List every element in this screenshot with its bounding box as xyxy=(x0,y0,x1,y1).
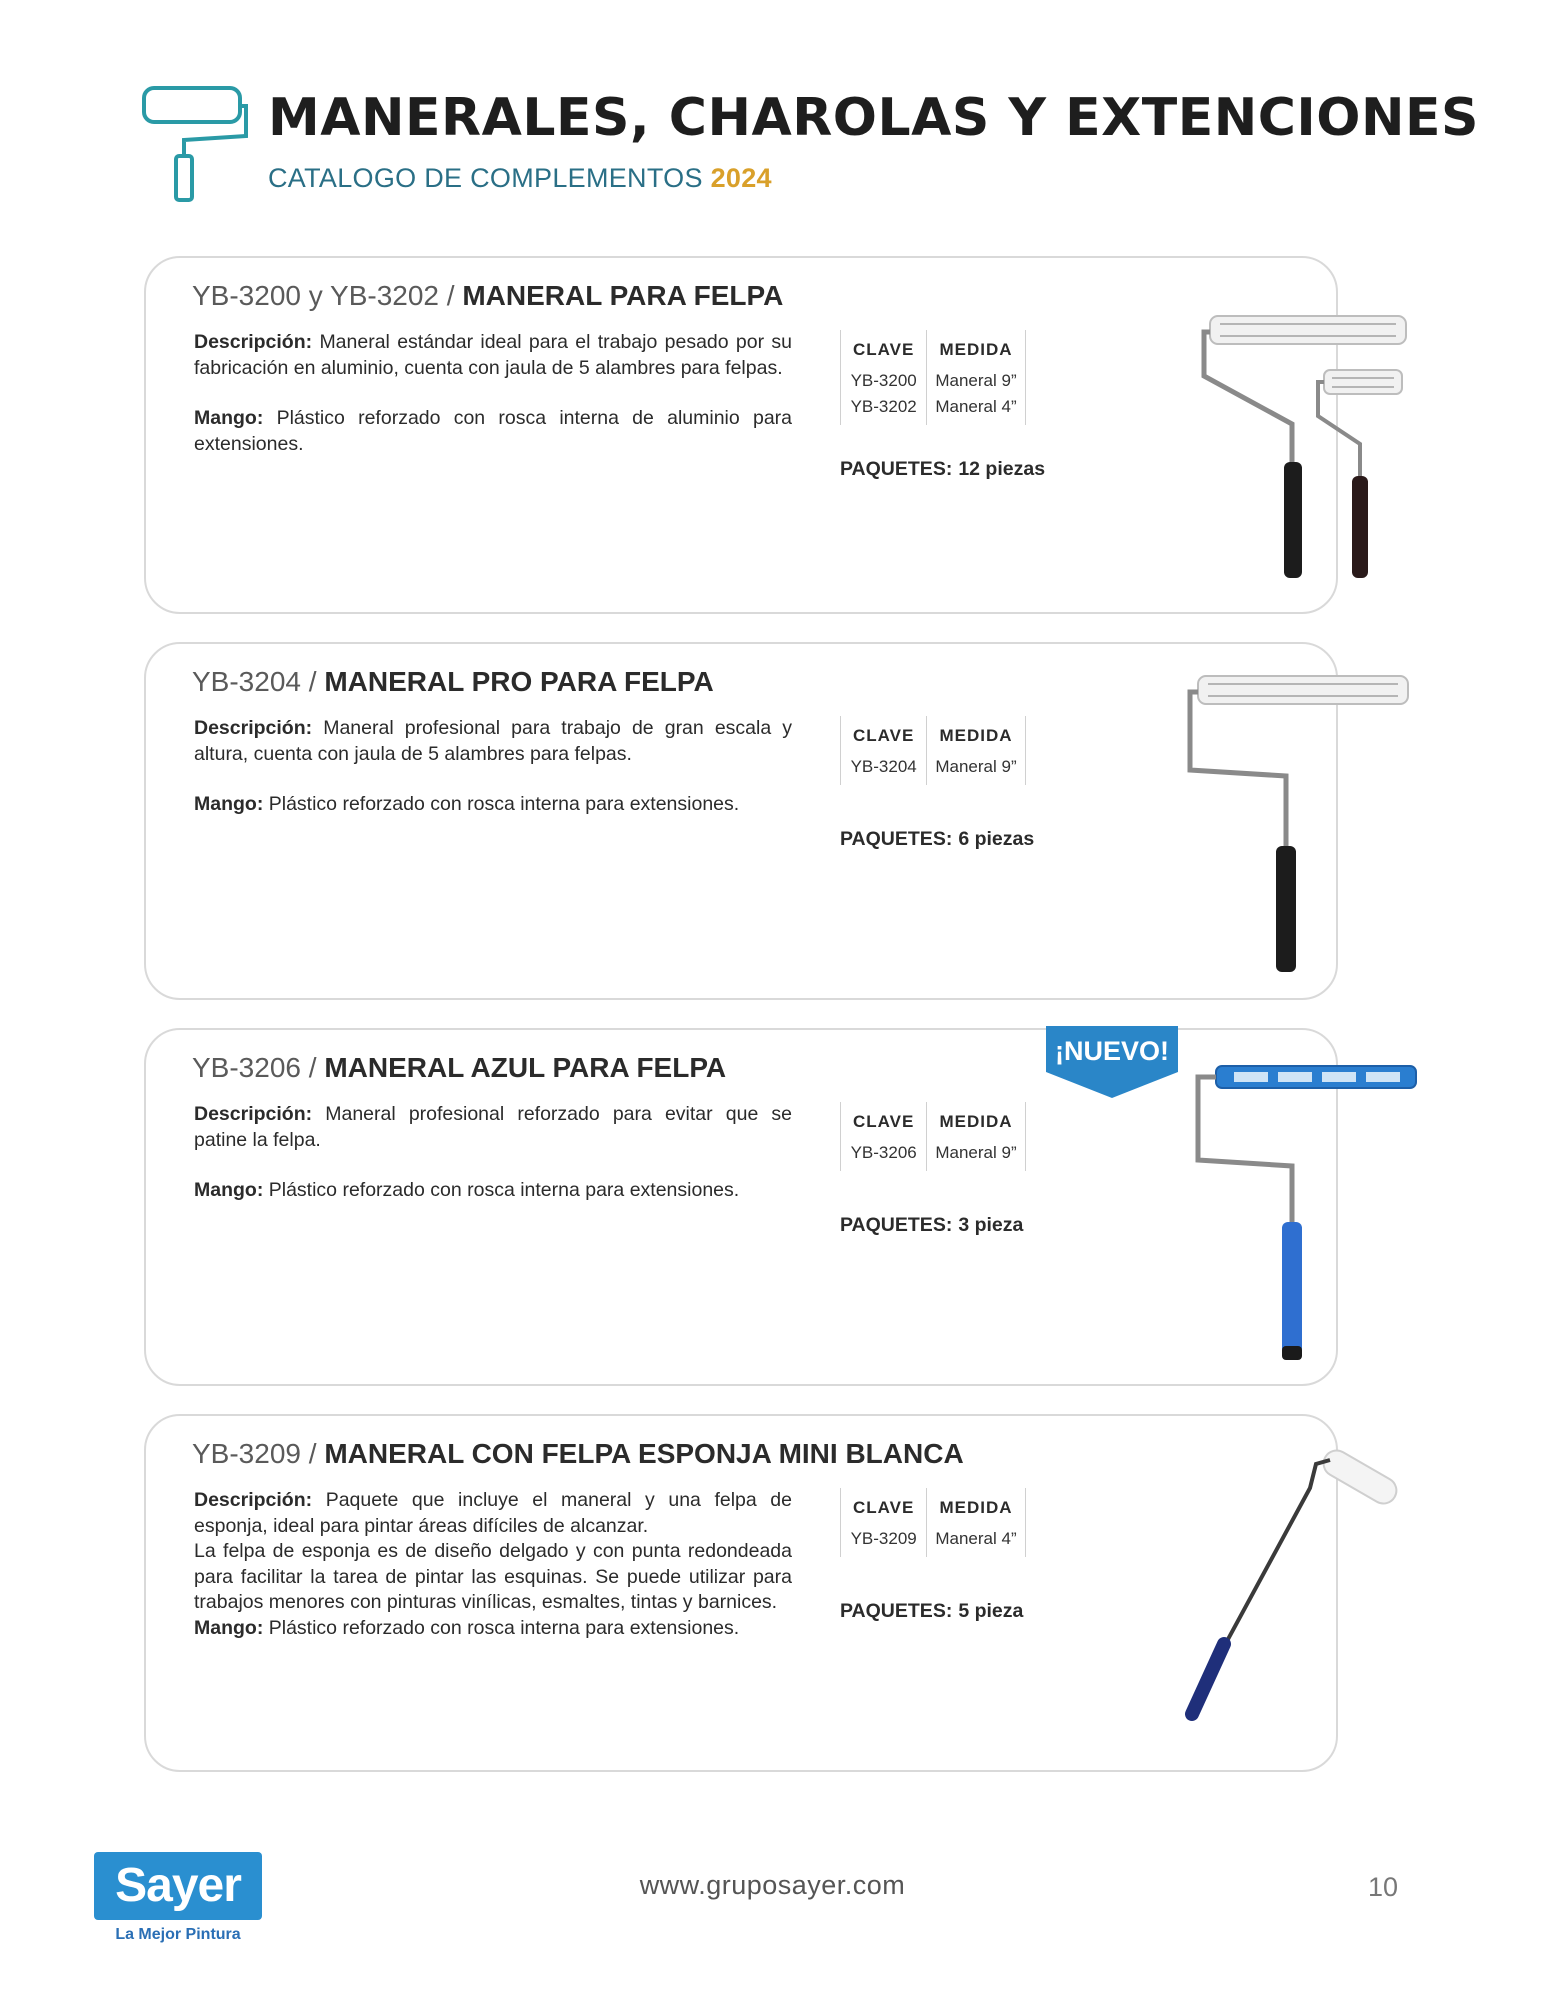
clave-header: CLAVE xyxy=(841,330,927,368)
product-code: YB-3204 / xyxy=(192,666,317,697)
mango-text: Plástico reforzado con rosca interna para extensiones. xyxy=(268,793,740,815)
product-code: YB-3209 / xyxy=(192,1438,317,1469)
clave-header: CLAVE xyxy=(841,1102,927,1140)
logo-wordmark: Sayer xyxy=(94,1852,262,1920)
table-row xyxy=(841,394,1026,425)
blue-roller-frame-image xyxy=(1188,1060,1428,1370)
mango-label: Mango: xyxy=(194,1616,264,1639)
product-code: YB-3200 y YB-3202 / xyxy=(192,280,455,311)
description-label: Descripción: xyxy=(194,717,313,739)
clave-cell: YB-3204 xyxy=(841,754,927,785)
description-label: Descripción: xyxy=(194,1489,313,1511)
roller-frame-image xyxy=(1180,670,1420,980)
packages-label: PAQUETES: xyxy=(840,1600,953,1622)
product-card-yb3200 xyxy=(144,256,1338,614)
product-title xyxy=(192,1052,726,1084)
clave-header: CLAVE xyxy=(841,716,927,754)
website-link[interactable]: www.gruposayer.com xyxy=(639,1870,906,1900)
page-title: MANERALES, CHAROLAS Y EXTENCIONES xyxy=(268,88,1479,148)
packages-value: 3 pieza xyxy=(958,1214,1024,1236)
description-label: Descripción: xyxy=(194,331,313,353)
spec-table xyxy=(840,1102,1026,1171)
packages-label: PAQUETES: xyxy=(840,828,953,850)
subtitle-year: 2024 xyxy=(710,163,772,193)
packages-info xyxy=(840,1600,1023,1623)
packages-value: 12 piezas xyxy=(958,458,1046,480)
product-card-yb3204 xyxy=(144,642,1338,1000)
spec-table xyxy=(840,330,1026,425)
medida-cell: Maneral 4” xyxy=(927,1526,1025,1557)
medida-header: MEDIDA xyxy=(927,1102,1025,1140)
clave-cell: YB-3206 xyxy=(841,1140,927,1171)
medida-header: MEDIDA xyxy=(927,716,1025,754)
product-title xyxy=(192,280,783,312)
packages-label: PAQUETES: xyxy=(840,1214,953,1236)
packages-value: 5 pieza xyxy=(958,1600,1024,1622)
description-text: Paquete que incluye el maneral y una felpa de esponja, ideal para pintar áreas difíciles de alcanzar. xyxy=(194,1489,792,1537)
new-badge-text: ¡NUEVO! xyxy=(1055,1036,1169,1066)
product-card-yb3209 xyxy=(144,1414,1338,1772)
product-name: MANERAL CON FELPA ESPONJA MINI BLANCA xyxy=(324,1438,964,1469)
packages-info xyxy=(840,1214,1023,1237)
product-description xyxy=(194,330,792,457)
table-row xyxy=(841,1140,1026,1171)
new-badge xyxy=(1046,1026,1178,1098)
medida-cell: Maneral 9” xyxy=(927,368,1025,394)
medida-cell: Maneral 9” xyxy=(927,754,1025,785)
product-code: YB-3206 / xyxy=(192,1052,317,1083)
page-number: 10 xyxy=(1368,1872,1399,1902)
mango-label: Mango: xyxy=(194,1179,264,1201)
spec-table xyxy=(840,716,1026,785)
paint-roller-icon xyxy=(140,84,250,204)
roller-frame-image-pair xyxy=(1196,306,1416,586)
table-row xyxy=(841,1526,1026,1557)
subtitle-text: CATALOGO DE COMPLEMENTOS xyxy=(268,163,703,193)
medida-cell: Maneral 9” xyxy=(927,1140,1025,1171)
product-name: MANERAL PRO PARA FELPA xyxy=(324,666,714,697)
description-text: Maneral profesional para trabajo de gran escala y altura, cuenta con jaula de 5 alambres para felpas. xyxy=(194,717,792,765)
clave-cell: YB-3200 xyxy=(841,368,927,394)
clave-cell: YB-3202 xyxy=(841,394,927,425)
mango-label: Mango: xyxy=(194,407,264,429)
packages-info xyxy=(840,828,1034,851)
product-description xyxy=(194,716,792,818)
product-title xyxy=(192,1438,964,1470)
page-subtitle xyxy=(268,163,772,194)
description-text: Maneral estándar ideal para el trabajo pesado por su fabricación en aluminio, cuenta con jaula de 5 alambres para felpas. xyxy=(194,331,792,379)
medida-header: MEDIDA xyxy=(927,1488,1025,1526)
spec-table xyxy=(840,1488,1026,1557)
medida-header: MEDIDA xyxy=(927,330,1025,368)
mango-text: Plástico reforzado con rosca interna para extensiones. xyxy=(268,1179,740,1201)
packages-value: 6 piezas xyxy=(958,828,1035,850)
mini-sponge-roller-image xyxy=(1180,1444,1420,1744)
product-description xyxy=(194,1488,792,1641)
clave-header: CLAVE xyxy=(841,1488,927,1526)
product-name: MANERAL PARA FELPA xyxy=(462,280,784,311)
logo-tagline: La Mejor Pintura xyxy=(115,1926,241,1943)
description-text: Maneral profesional reforzado para evitar que se patine la felpa. xyxy=(194,1103,793,1151)
product-title xyxy=(192,666,714,698)
product-description xyxy=(194,1102,792,1204)
mango-text: Plástico reforzado con rosca interna para extensiones. xyxy=(268,1616,740,1639)
description-label: Descripción: xyxy=(194,1103,313,1125)
description-text-2: La felpa de esponja es de diseño delgado y con punta redondeada para facilitar la tarea de pintar las esquinas. Se puede utilizar para trabajos menores con pinturas vinílicas, esmaltes, tintas y barnices. xyxy=(194,1540,792,1613)
packages-info xyxy=(840,458,1045,481)
packages-label: PAQUETES: xyxy=(840,458,953,480)
clave-cell: YB-3209 xyxy=(841,1526,927,1557)
mango-label: Mango: xyxy=(194,793,264,815)
table-row xyxy=(841,368,1026,394)
mango-text: Plástico reforzado con rosca interna de aluminio para extensiones. xyxy=(194,407,793,455)
medida-cell: Maneral 4” xyxy=(927,394,1025,425)
table-row xyxy=(841,754,1026,785)
product-name: MANERAL AZUL PARA FELPA xyxy=(324,1052,727,1083)
